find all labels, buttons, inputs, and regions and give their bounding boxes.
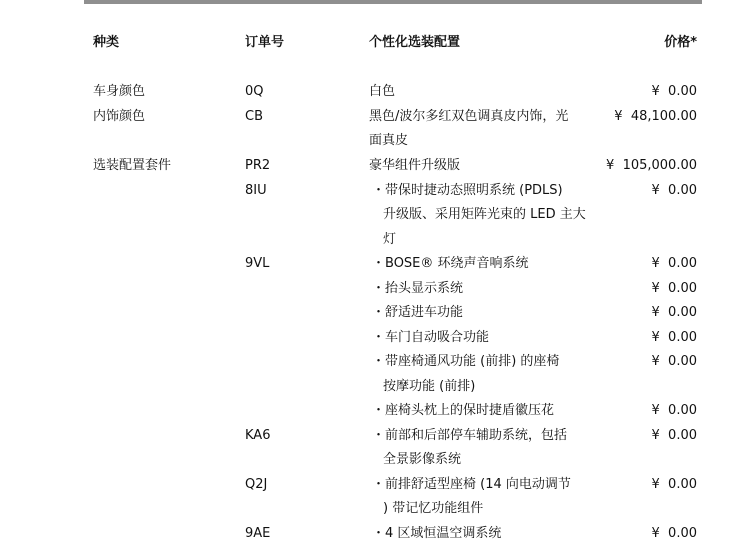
row-option — [372, 277, 463, 302]
row-order-number: Q2J — [245, 476, 268, 492]
row-option-line: ・舒适进车功能 — [372, 305, 464, 320]
row-price: ¥ 0.00 — [651, 256, 697, 271]
row-category: 内饰颜色 — [93, 108, 146, 124]
row-order-number: 0Q — [245, 84, 264, 99]
row-option-line: 全景影像系统 — [383, 452, 462, 467]
header-price: 价格* — [664, 35, 697, 50]
row-option — [369, 80, 395, 105]
row-option-line: ・座椅头枕上的保时捷盾徽压花 — [372, 403, 555, 418]
row-option-line: 灯 — [383, 231, 397, 247]
row-order-number: KA6 — [245, 427, 271, 443]
row-option — [372, 473, 571, 522]
row-price: ¥ 0.00 — [651, 427, 697, 443]
row-option-line: ) 带记忆功能组件 — [383, 501, 484, 516]
row-price: ¥ 0.00 — [651, 280, 697, 296]
row-order-number: 8IU — [245, 182, 267, 198]
row-order-number: PR2 — [245, 158, 271, 173]
row-category: 选装配置套件 — [93, 158, 172, 173]
row-option-line: ・前排舒适型座椅 (14 向电动调节 — [372, 476, 571, 492]
row-option-line: 按摩功能 (前排) — [383, 378, 476, 394]
row-option — [372, 301, 463, 326]
row-option-line: ・BOSE® 环绕声音响系统 — [372, 256, 529, 271]
row-order-number: 9VL — [245, 256, 270, 271]
row-price: ¥ 0.00 — [651, 182, 697, 198]
row-price: ¥ 0.00 — [651, 329, 697, 345]
row-option — [369, 154, 460, 179]
row-price: ¥ 0.00 — [651, 476, 697, 492]
row-option-line: 面真皮 — [369, 133, 409, 148]
row-option-line: ・4 区域恒温空调系统 — [372, 525, 502, 541]
row-price: ¥ 48,100.00 — [614, 108, 697, 124]
row-price: ¥ 0.00 — [651, 403, 697, 418]
row-option-line: ・车门自动吸合功能 — [372, 329, 490, 345]
row-option — [372, 326, 489, 351]
row-option-line: ・带保时捷动态照明系统 (PDLS) — [372, 182, 563, 198]
row-option-line: ・带座椅通风功能 (前排) 的座椅 — [372, 354, 560, 369]
header-order-number: 订单号 — [245, 35, 285, 50]
top-rule — [84, 0, 702, 4]
row-price: ¥ 0.00 — [651, 354, 697, 369]
row-option — [372, 522, 501, 547]
row-option-line: ・前部和后部停车辅助系统，包括 — [372, 427, 568, 443]
row-option-line: ・抬头显示系统 — [372, 280, 464, 296]
row-option-line: 黑色/波尔多红双色调真皮内饰，光 — [369, 108, 569, 124]
row-option — [372, 179, 586, 253]
row-option-line: 升级版、采用矩阵光束的 LED 主大 — [383, 207, 586, 222]
row-option — [372, 252, 529, 277]
row-order-number: 9AE — [245, 525, 271, 541]
row-price: ¥ 0.00 — [651, 305, 697, 320]
row-category: 车身颜色 — [93, 84, 146, 99]
row-option — [372, 424, 567, 473]
row-option — [372, 399, 554, 424]
header-category: 种类 — [93, 35, 120, 50]
row-price: ¥ 105,000.00 — [606, 158, 697, 173]
row-option — [372, 350, 559, 399]
header-option: 个性化选装配置 — [369, 35, 461, 50]
row-option-line: 白色 — [369, 84, 396, 99]
row-price: ¥ 0.00 — [651, 525, 697, 541]
row-order-number: CB — [245, 108, 263, 124]
row-price: ¥ 0.00 — [651, 84, 697, 99]
row-option — [369, 105, 568, 154]
row-option-line: 豪华组件升级版 — [369, 158, 461, 173]
